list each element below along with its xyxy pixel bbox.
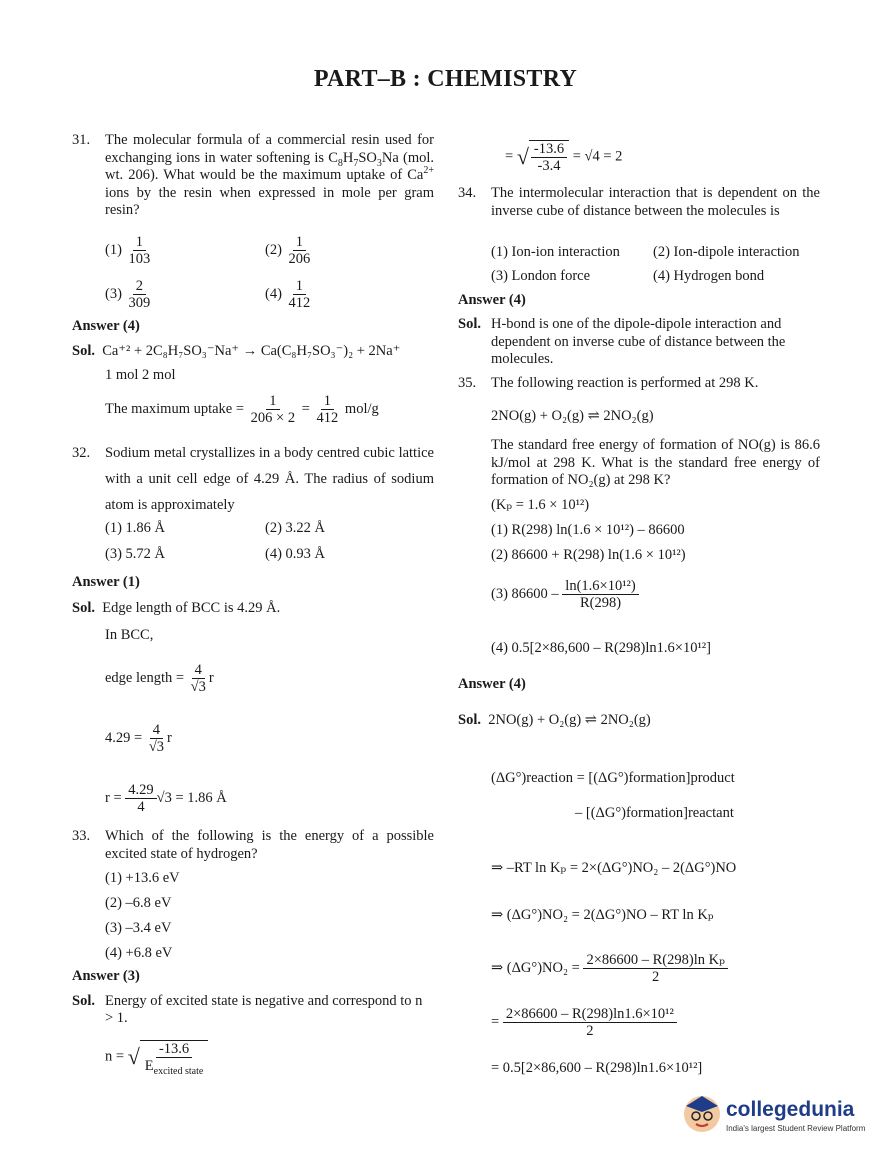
solution-32-result: r = $\frac{4.29}{4}$ √3 = 1.86 Å [105,782,227,815]
option-3: (3) 5.72 Å [105,546,166,562]
solution-33-cont: = √ $\frac{-13.6}{-3.4}$ = √4 = 2 [505,141,623,174]
option-1: (1) R(298) ln(1.6 × 10¹²) – 86600 [491,522,685,538]
option-1: (1) Ion-ion interaction [491,244,620,260]
solution-34: Sol. H-bond is one of the dipole-dipole interaction and dependent on inverse cube of distance between the molecules. [458,316,786,367]
option-1: (1) 1.86 Å [105,520,166,536]
solution-31-uptake: The maximum uptake = $\frac{1}{206 \times 2}$ = $\frac{1}{412}$ mol/g [105,393,379,426]
solution-35-step4: ⇒ (ΔG°)NO₂ = $\frac{\text{2×86600 – R(298)ln Kₚ}}{2}$ [491,952,728,985]
question-31 [72,132,434,220]
solution-35-step6: = 0.5[2×86,600 – R(298)ln1.6×10¹²] [491,1060,703,1076]
left-column [72,132,434,220]
solution-33: Sol. Energy of excited state is negative and correspond to n > 1. [72,993,423,1026]
solution-35-step5: = $\frac{\text{2×86600 – R(298)ln1.6×10¹²}}{2}$ [491,1006,677,1039]
option-4: (4) $\frac{1}{412}$ [265,278,311,311]
option-3: (3) 86600 – $\frac{\text{ln(1.6×10¹²)}}{R(298)}$ [491,578,639,611]
answer-32: Answer (1) [72,574,140,590]
option-2: (2) $\frac{1}{206}$ [265,234,311,267]
solution-31-mol: 1 mol 2 mol [105,367,176,383]
solution-35-step1b: – [(ΔG°)formation]reactant [575,805,734,821]
option-4: (4) 0.5[2×86,600 – R(298)ln1.6×10¹²] [491,640,711,656]
question-33: 33. Which of the following is the energy of a possible excited state of hydrogen? [72,828,434,862]
solution-32: Sol. Edge length of BCC is 4.29 Å. [72,600,281,616]
logo-name: collegedunia [726,1098,855,1121]
option-2: (2) 86600 + R(298) ln(1.6 × 10¹²) [491,547,686,563]
question-text: The molecular formula of a commercial resin used for exchanging ions in water softening is $C_8H_7SO_3Na$ (mol. wt. 206). What would be the maximum uptake of $Ca^{2+}$ ions by the resin when expressed in mole per gram resin? [105,132,435,218]
solution-33-n: n = √ $\frac{-13.6}{E_{excited state}}$ [105,1040,208,1074]
answer-31: Answer (4) [72,318,140,334]
question-number: 31. [72,132,91,148]
question-34: 34. The intermolecular interaction that is dependent on the inverse cube of distance between the molecules is [458,185,820,219]
option-2: (2) –6.8 eV [105,895,172,911]
option-4: (4) 0.93 Å [265,546,326,562]
solution-32-eq: 4.29 = $\frac{4}{√3}$ r [105,722,172,755]
question-35: 35. The following reaction is performed at 298 K. [458,375,759,391]
question-32: 32. Sodium metal crystallizes in a body centred cubic lattice with a unit cell edge of 4.29 Å. The radius of sodium atom is approximately [72,445,434,513]
option-4: (4) Hydrogen bond [653,268,765,284]
q35-reaction: 2NO(g) + O₂(g) ⇌ 2NO₂(g) [491,408,654,424]
option-3: (3) London force [491,268,591,284]
option-1: (1) $\frac{1}{103}$ [105,234,151,267]
answer-35: Answer (4) [458,676,526,692]
logo-tagline: India's largest Student Review Platform [726,1124,866,1133]
option-3: (3) –3.4 eV [105,920,172,936]
solution-32-bcc: In BCC, [105,627,154,643]
option-4: (4) +6.8 eV [105,945,173,961]
option-2: (2) 3.22 Å [265,520,326,536]
page-title: PART–B : CHEMISTRY [313,66,578,92]
option-3: (3) $\frac{2}{309}$ [105,278,151,311]
answer-34: Answer (4) [458,292,526,308]
solution-32-edge: edge length = $\frac{4}{√3}$ r [105,662,214,695]
q35-kp: (Kₚ = 1.6 × 10¹²) [491,497,590,513]
solution-31: Sol. Ca⁺² + 2C₈H₇SO₃⁻Na⁺ → Ca(C₈H₇SO₃⁻)₂ + 2Na⁺ [72,343,401,359]
q35-text2: The standard free energy of formation of NO(g) is 86.6 kJ/mol at 298 K. What is the standard free energy of formation of NO₂(g) at 298 K? [491,437,820,488]
solution-35-step1: (ΔG°)reaction = [(ΔG°)formation]product [491,770,735,786]
solution-35: Sol. 2NO(g) + O₂(g) ⇌ 2NO₂(g) [458,712,651,728]
answer-33: Answer (3) [72,968,140,984]
solution-35-step3: ⇒ (ΔG°)NO₂ = 2(ΔG°)NO – RT ln Kₚ [491,907,714,923]
option-2: (2) Ion-dipole interaction [653,244,800,260]
solution-35-step2: ⇒ –RT ln Kₚ = 2×(ΔG°)NO₂ – 2(ΔG°)NO [491,860,737,876]
option-1: (1) +13.6 eV [105,870,180,886]
